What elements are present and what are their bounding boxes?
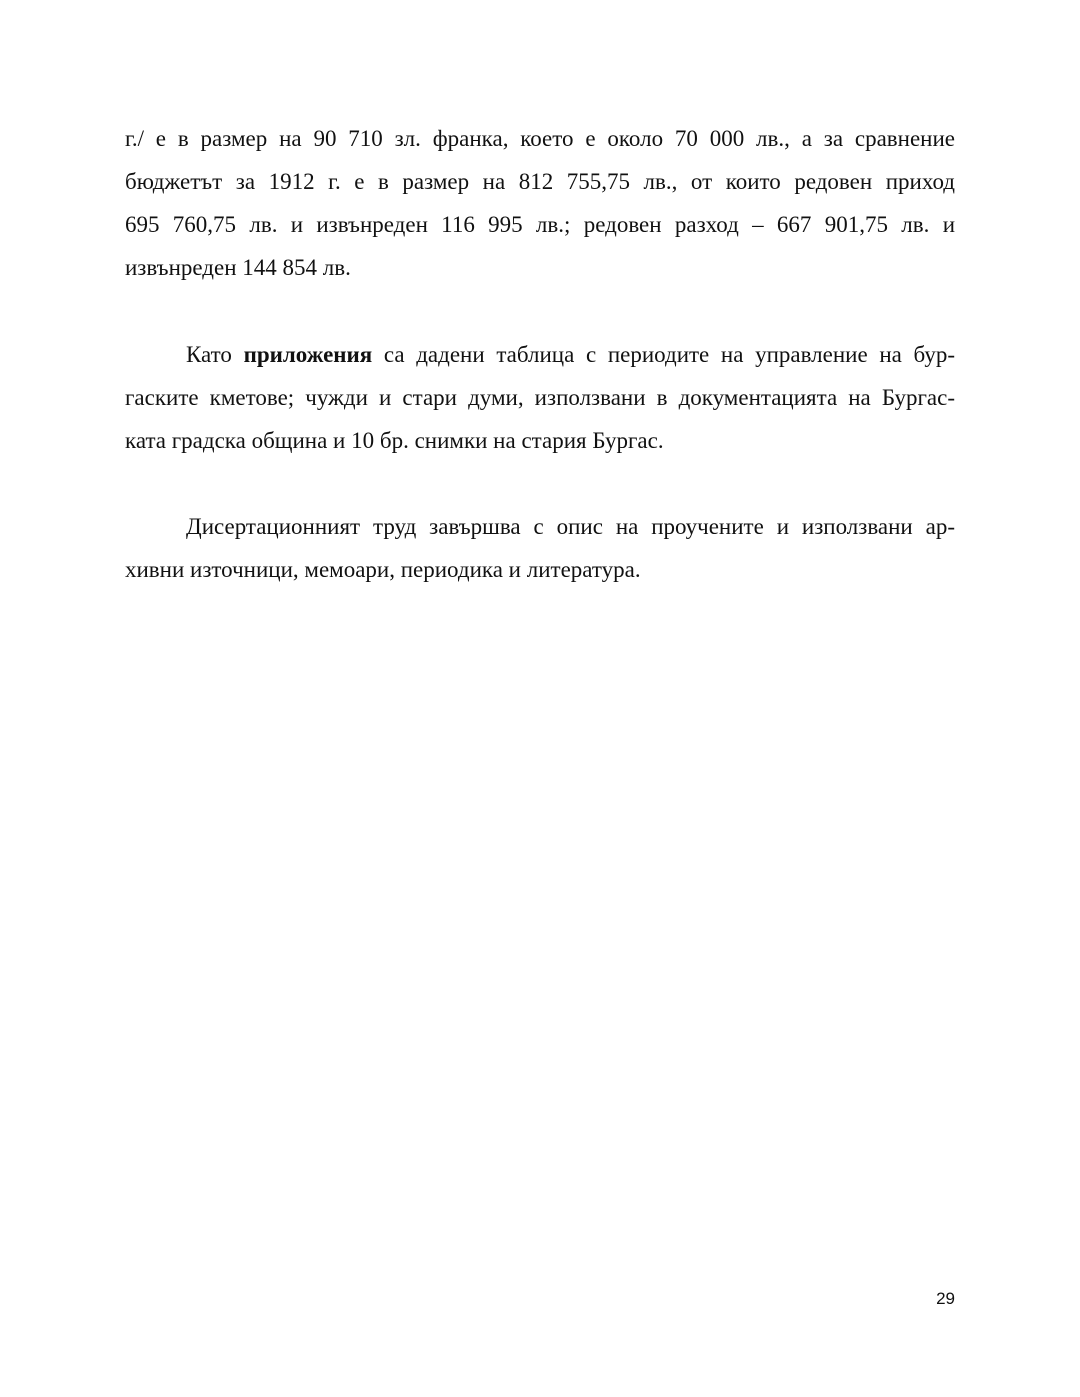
text-line: 695 760,75 лв. и извънреден 116 995 лв.; редовен разход – 667 901,75 лв. и: [125, 212, 955, 237]
text-line: ката градска община и 10 бр. снимки на стария Бургас.: [125, 428, 664, 453]
text-line: Дисертационният труд завършва с опис на проучените и използвани ар-: [186, 514, 955, 539]
text-line: бюджетът за 1912 г. е в размер на 812 755,75 лв., от които редовен приход: [125, 169, 955, 194]
text-line: [125, 333, 955, 376]
paragraph-conclusion: [125, 505, 955, 591]
text-line: извънреден 144 854 лв.: [125, 255, 351, 280]
page-number: 29: [936, 1289, 955, 1308]
paragraph-budget: [125, 117, 955, 289]
text-line: г./ е в размер на 90 710 зл. франка, което е около 70 000 лв., а за сравнение: [125, 126, 955, 151]
text-line: гаските кметове; чужди и стари думи, използвани в документацията на Бургас-: [125, 385, 955, 410]
bold-term: приложения: [243, 342, 373, 367]
paragraph-appendices: [125, 333, 955, 462]
text-segment: са дадени таблица с периодите на управление на бур-: [372, 342, 955, 367]
text-line: хивни източници, мемоари, периодика и литература.: [125, 557, 641, 582]
text-segment: Като: [186, 342, 244, 367]
